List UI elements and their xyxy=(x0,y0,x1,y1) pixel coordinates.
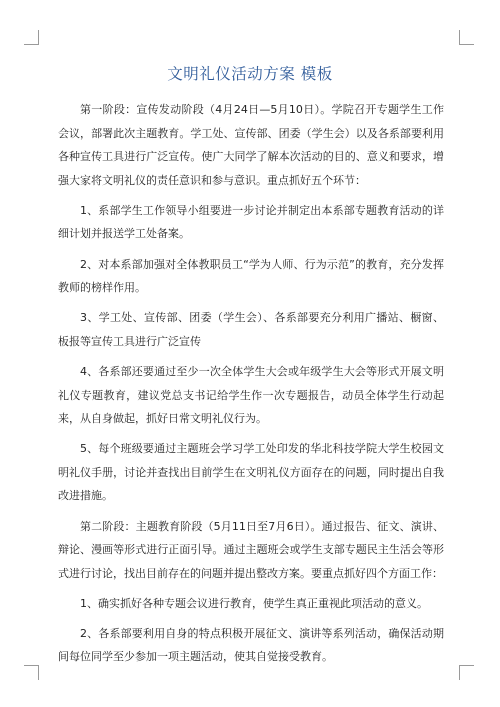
document-title: 文明礼仪活动方案 模板 xyxy=(167,65,333,83)
document-body xyxy=(58,98,444,669)
paragraph-item-4: 4、各系部还要通过至少一次全体学生大会或年级学生大会等形式开展文明礼仪专题教育，建议党总支书记给学生作一次专题报告，动员全体学生行动起来，从自身做起，抓好日常文明礼仪行为。 xyxy=(58,364,444,426)
crop-mark-bottom-right xyxy=(459,665,474,680)
crop-mark-top-left xyxy=(24,30,39,45)
paragraph-item-5: 5、每个班级要通过主题班会学习学工处印发的华北科技学院大学生校园文明礼仪手册，讨论并查找出目前学生在文明礼仪方面存在的问题，同时提出自我改进措施。 xyxy=(58,442,444,503)
paragraph-phase-two-item-2: 2、各系部要利用自身的特点积极开展征文、演讲等系列活动，确保活动期间每位同学至少参加一项主题活动，使其自觉接受教育。 xyxy=(58,626,444,664)
crop-mark-top-right xyxy=(459,30,474,45)
paragraph-phase-two: 第二阶段：主题教育阶段（5月11日至7月6日）。通过报告、征文、演讲、辩论、漫画等形式进行正面引导。通过主题班会或学生支部专题民主生活会等形式进行讨论，找出目前存在的问题并提出整改方案。要重点抓好四个方面工作： xyxy=(58,519,444,580)
paragraph-phase-one: 第一阶段：宣传发动阶段（4月24日—5月10日）。学院召开专题学生工作会议，部署此次主题教育。学工处、宣传部、团委（学生会）以及各系部要利用各种宣传工具进行广泛宣传。使广大同学了解本次活动的目的、意义和要求，增强大家将文明礼仪的责任意识和参与意识。重点抓好五个环节： xyxy=(58,103,444,187)
paragraph-item-2: 2、对本系部加强对全体教职员工“学为人师、行为示范”的教育，充分发挥教师的榜样作用。 xyxy=(58,257,444,295)
paragraph-item-3: 3、学工处、宣传部、团委（学生会）、各系部要充分利用广播站、橱窗、板报等宣传工具进行广泛宣传 xyxy=(58,311,444,348)
paragraph-phase-two-item-1: 1、确实抓好各种专题会议进行教育，使学生真正重视此项活动的意义。 xyxy=(80,596,428,610)
paragraph-item-1: 1、系部学生工作领导小组要进一步讨论并制定出本系部专题教育活动的详细计划并报送学工处备案。 xyxy=(58,203,444,241)
crop-mark-bottom-left xyxy=(24,665,39,680)
